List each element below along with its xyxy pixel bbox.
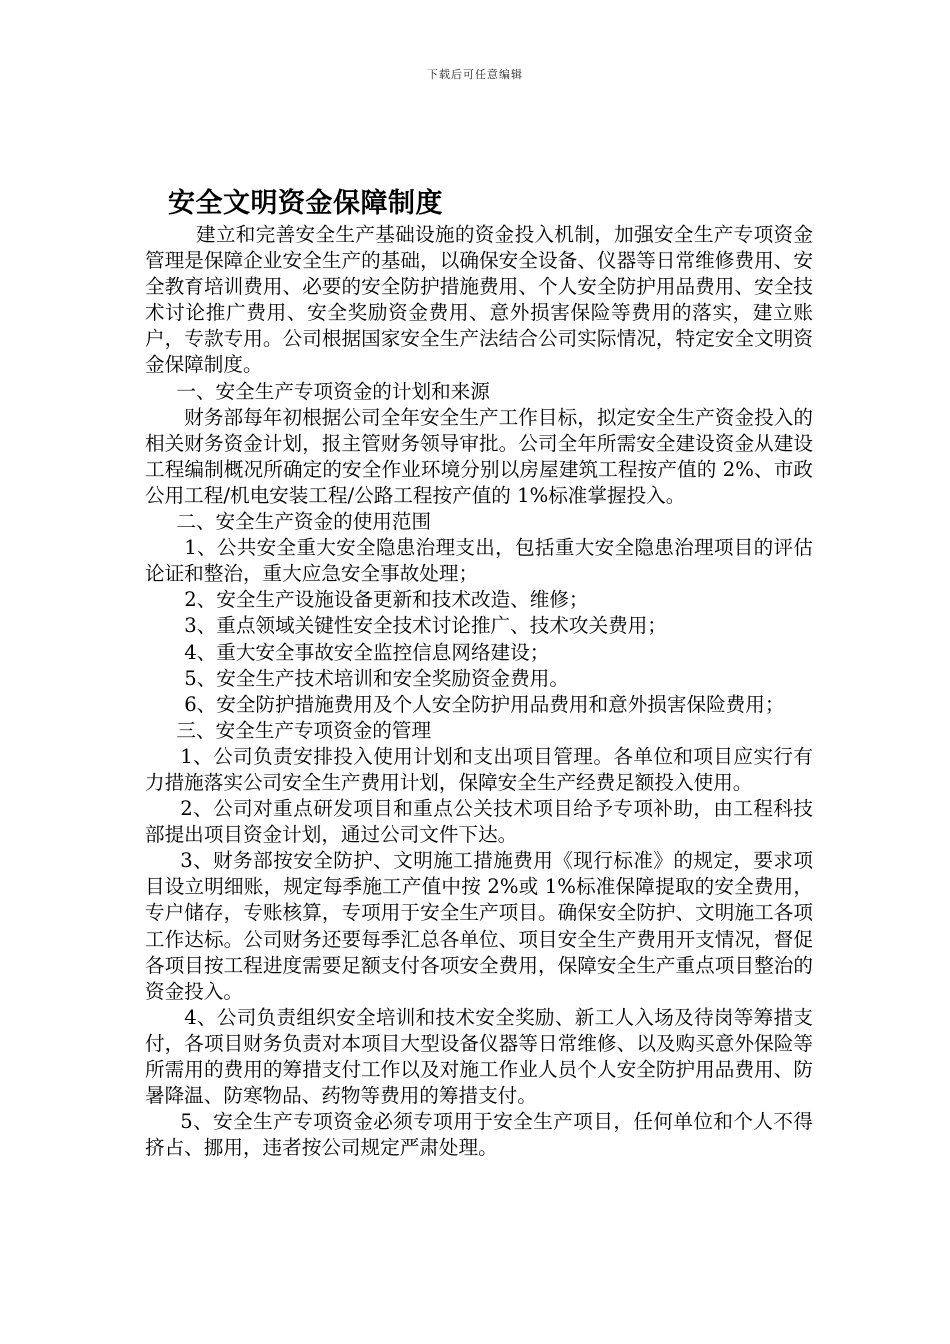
list-item: 5、安全生产专项资金必须专项用于安全生产项目，任何单位和个人不得挤占、挪用，违者按公司规定严肃处理。	[145, 1110, 813, 1160]
paragraph: 财务部每年初根据公司全年安全生产工作目标，拟定安全生产资金投入的相关财务资金计划，报主管财务领导审批。公司全年所需安全建设资金从建设工程编制概况所确定的安全作业环境分别以房屋建筑工程按产值的 2%、市政公用工程/机电安装工程/公路工程按产值的 1%标准掌握投入。	[145, 405, 813, 507]
section-heading-2: 二、安全生产资金的使用范围	[176, 510, 432, 534]
list-item: 4、公司负责组织安全培训和技术安全奖励、新工人入场及待岗等筹措支付，各项目财务负责对本项目大型设备仪器等日常维修、以及购买意外保险等所需用的费用的筹措支付工作以及对施工作业人员个人安全防护用品费用、防暑降温、防寒物品、药物等费用的筹措支付。	[145, 1005, 813, 1108]
list-item: 6、安全防护措施费用及个人安全防护用品费用和意外损害保险费用；	[184, 692, 785, 716]
header-note: 下载后可任意编辑	[427, 68, 523, 81]
list-item: 1、公司负责安排投入使用计划和支出项目管理。各单位和项目应实行有力措施落实公司安全生产费用计划，保障安全生产经费足额投入使用。	[145, 744, 813, 794]
section-heading-3: 三、安全生产专项资金的管理	[176, 718, 432, 742]
document-title: 安全文明资金保障制度	[168, 188, 443, 219]
intro-paragraph: 建立和完善安全生产基础设施的资金投入机制，加强安全生产专项资金管理是保障企业安全生产的基础，以确保安全设备、仪器等日常维修费用、安全教育培训费用、必要的安全防护措施费用、个人安全防护用品费用、安全技术讨论推广费用、安全奖励资金费用、意外损害保险等费用的落实，建立账户，专款专用。公司根据国家安全生产法结合公司实际情况，特定安全文明资金保障制度。	[145, 223, 813, 377]
list-item: 1、公共安全重大安全隐患治理支出，包括重大安全隐患治理项目的评估论证和整治，重大应急安全事故处理；	[145, 536, 813, 586]
list-item: 3、重点领域关键性安全技术讨论推广、技术攻关费用；	[184, 614, 667, 638]
list-item: 2、公司对重点研发项目和重点公关技术项目给予专项补助，由工程科技部提出项目资金计划，通过公司文件下达。	[145, 797, 813, 847]
list-item: 5、安全生产技术培训和安全奖励资金费用。	[184, 666, 569, 690]
list-item: 3、财务部按安全防护、文明施工措施费用《现行标准》的规定，要求项目设立明细账，规定每季施工产值中按 2%或 1%标准保障提取的安全费用，专户储存，专账核算，专项用于安全生产项目。确保安全防护、文明施工各项工作达标。公司财务还要每季汇总各单位、项目安全生产费用开支情况，督促各项目按工程进度需要足额支付各项安全费用，保障安全生产重点项目整治的资金投入。	[145, 849, 813, 1003]
list-item: 4、重大安全事故安全监控信息网络建设；	[184, 640, 550, 664]
list-item: 2、安全生产设施设备更新和技术改造、维修；	[184, 588, 589, 612]
document-body	[145, 222, 813, 1161]
section-heading-1: 一、安全生产专项资金的计划和来源	[176, 379, 490, 403]
